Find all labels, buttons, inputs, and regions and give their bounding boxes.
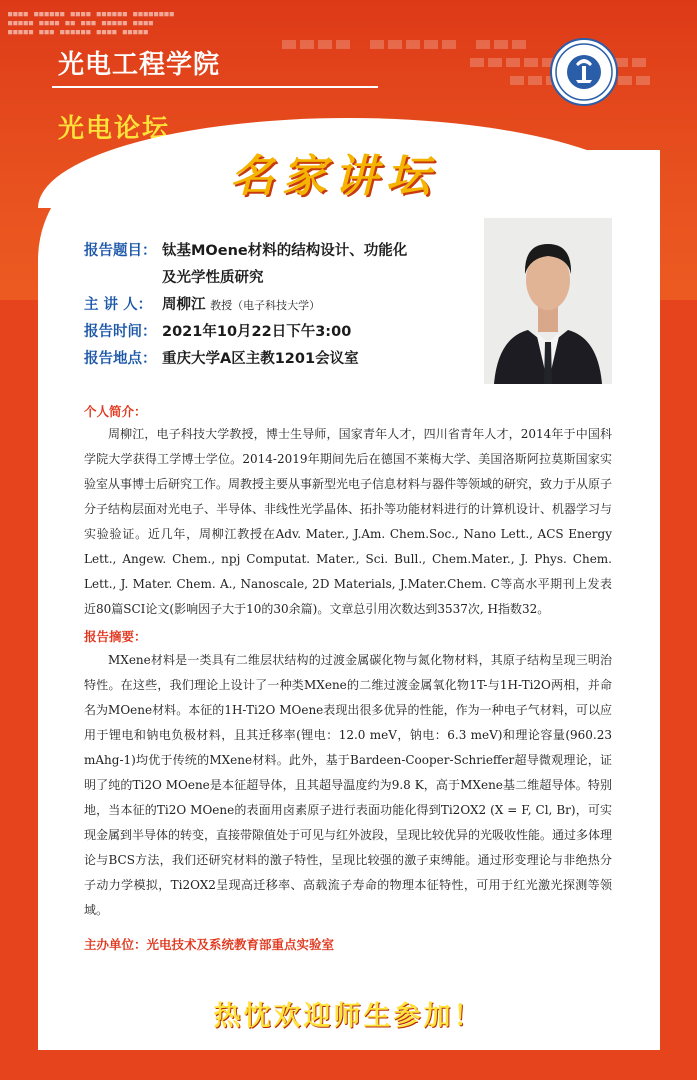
speaker-label: 主 讲 人： bbox=[84, 297, 153, 313]
time-label: 报告时间： bbox=[84, 324, 157, 340]
organizer: 主办单位：光电技术及系统教育部重点实验室 bbox=[84, 937, 335, 952]
speaker-photo bbox=[484, 218, 612, 384]
title-value-2: 及光学性质研究 bbox=[162, 270, 264, 286]
university-logo bbox=[550, 38, 618, 106]
speaker-name: 周柳江 bbox=[162, 297, 206, 313]
school-name: 光电工程学院 bbox=[58, 50, 221, 80]
abstract-text: MXene材料是一类具有二维层状结构的过渡金属碳化物与氮化物材料，其原子结构呈现三明治特性。在这些，我们理论上设计了一种类MXene的二维过渡金属氧化物1T-与1H-Ti2O两相，并命名为MOene材料。本征的1H-Ti2O MOene表现出很多优异的性能，作为一种电子气材料，可以应用于锂电和钠电负极材料，且其迁移率(锂电：12.0 meV，钠电：6.3 meV)和理论容量(960.23 mAhg-1)均优于传统的MXene材料。此外，基于Bardeen-Cooper-Schrieffer超导微观理论，证明了纯的Ti2O MOene是本征超导体，且其超导温度约为9.8 K，高于MXene基二维超导体。特别地，当本征的Ti2O MOene的表面用卤素原子进行表面功能化得到Ti2OX2 (X = F, Cl, Br)，可实现金属到半导体的转变，直接带隙值处于可见与红外波段，呈现比较优异的光吸收性能。通过多体理论与BCS方法，我们还研究材料的激子特性，呈现比较强的激子束缚能。通过形变理论与非绝热分子动力学模拟，Ti2OX2呈现高迁移率、高载流子寿命的物理本征特性，可用于红光激光探测等领域。 bbox=[84, 653, 613, 917]
speaker-affiliation: 教授（电子科技大学） bbox=[210, 299, 321, 312]
place-value: 重庆大学A区主教1201会议室 bbox=[162, 351, 359, 367]
place-label: 报告地点： bbox=[84, 351, 157, 367]
title-row bbox=[84, 238, 407, 265]
bio-text: 周柳江，电子科技大学教授，博士生导师，国家青年人才，四川省青年人才，2014年于中国科学院大学获得工学博士学位。2014-2019年期间先后在德国不莱梅大学、美国洛斯阿拉莫斯国家实验室从事博士后研究工作。周教授主要从事新型光电子信息材料与器件等领域的研究，致力于从原子分子结构层面对光电子、半导体、非线性光学晶体、拓扑等功能材料进行的计算机设计、机器学习与实验验证。近几年，周柳江教授在Adv. Mater., J.Am. Chem.Soc., Nano Lett., ACS Energy Lett., Angew. Chem., npj Computat. Mater., Sci. Bull., Chem.Mater., J. Phys. Chem. Lett., J. Mater. Chem. A., Nanoscale, 2D Materials, J.Mater.Chem. C等高水平期刊上发表近80篇SCI论文(影响因子大于10的30余篇)。文章总引用次数达到3537次, H指数32。 bbox=[84, 427, 613, 616]
decorative-squares bbox=[282, 34, 530, 53]
divider bbox=[52, 86, 378, 88]
abstract-title: 报告摘要： bbox=[84, 629, 147, 644]
title-label: 报告题目： bbox=[84, 243, 157, 259]
forum-title: 光电论坛 bbox=[58, 114, 171, 144]
speaker-row bbox=[84, 292, 407, 319]
lecture-info bbox=[84, 238, 407, 373]
title-value: 钛基MOene材料的结构设计、功能化 bbox=[162, 243, 408, 259]
time-row bbox=[84, 319, 407, 346]
banner-title: 名家讲坛 bbox=[230, 151, 438, 202]
title-row-2 bbox=[84, 265, 407, 292]
welcome-text: 热忱欢迎师生参加！ bbox=[213, 1001, 484, 1032]
place-row bbox=[84, 346, 407, 373]
time-value: 2021年10月22日下午3:00 bbox=[162, 324, 352, 340]
decorative-dots: ■■■■ ■■■■■■ ■■■■ ■■■■■■ ■■■■■■■■ ■■■■■ ■■■■ ■■ ■■■ ■■■■■ ■■■■ ■■■■■ ■■■ ■■■■■■ ■■■■ ■■■■■ bbox=[8, 10, 175, 36]
bio-title: 个人简介： bbox=[84, 404, 147, 419]
